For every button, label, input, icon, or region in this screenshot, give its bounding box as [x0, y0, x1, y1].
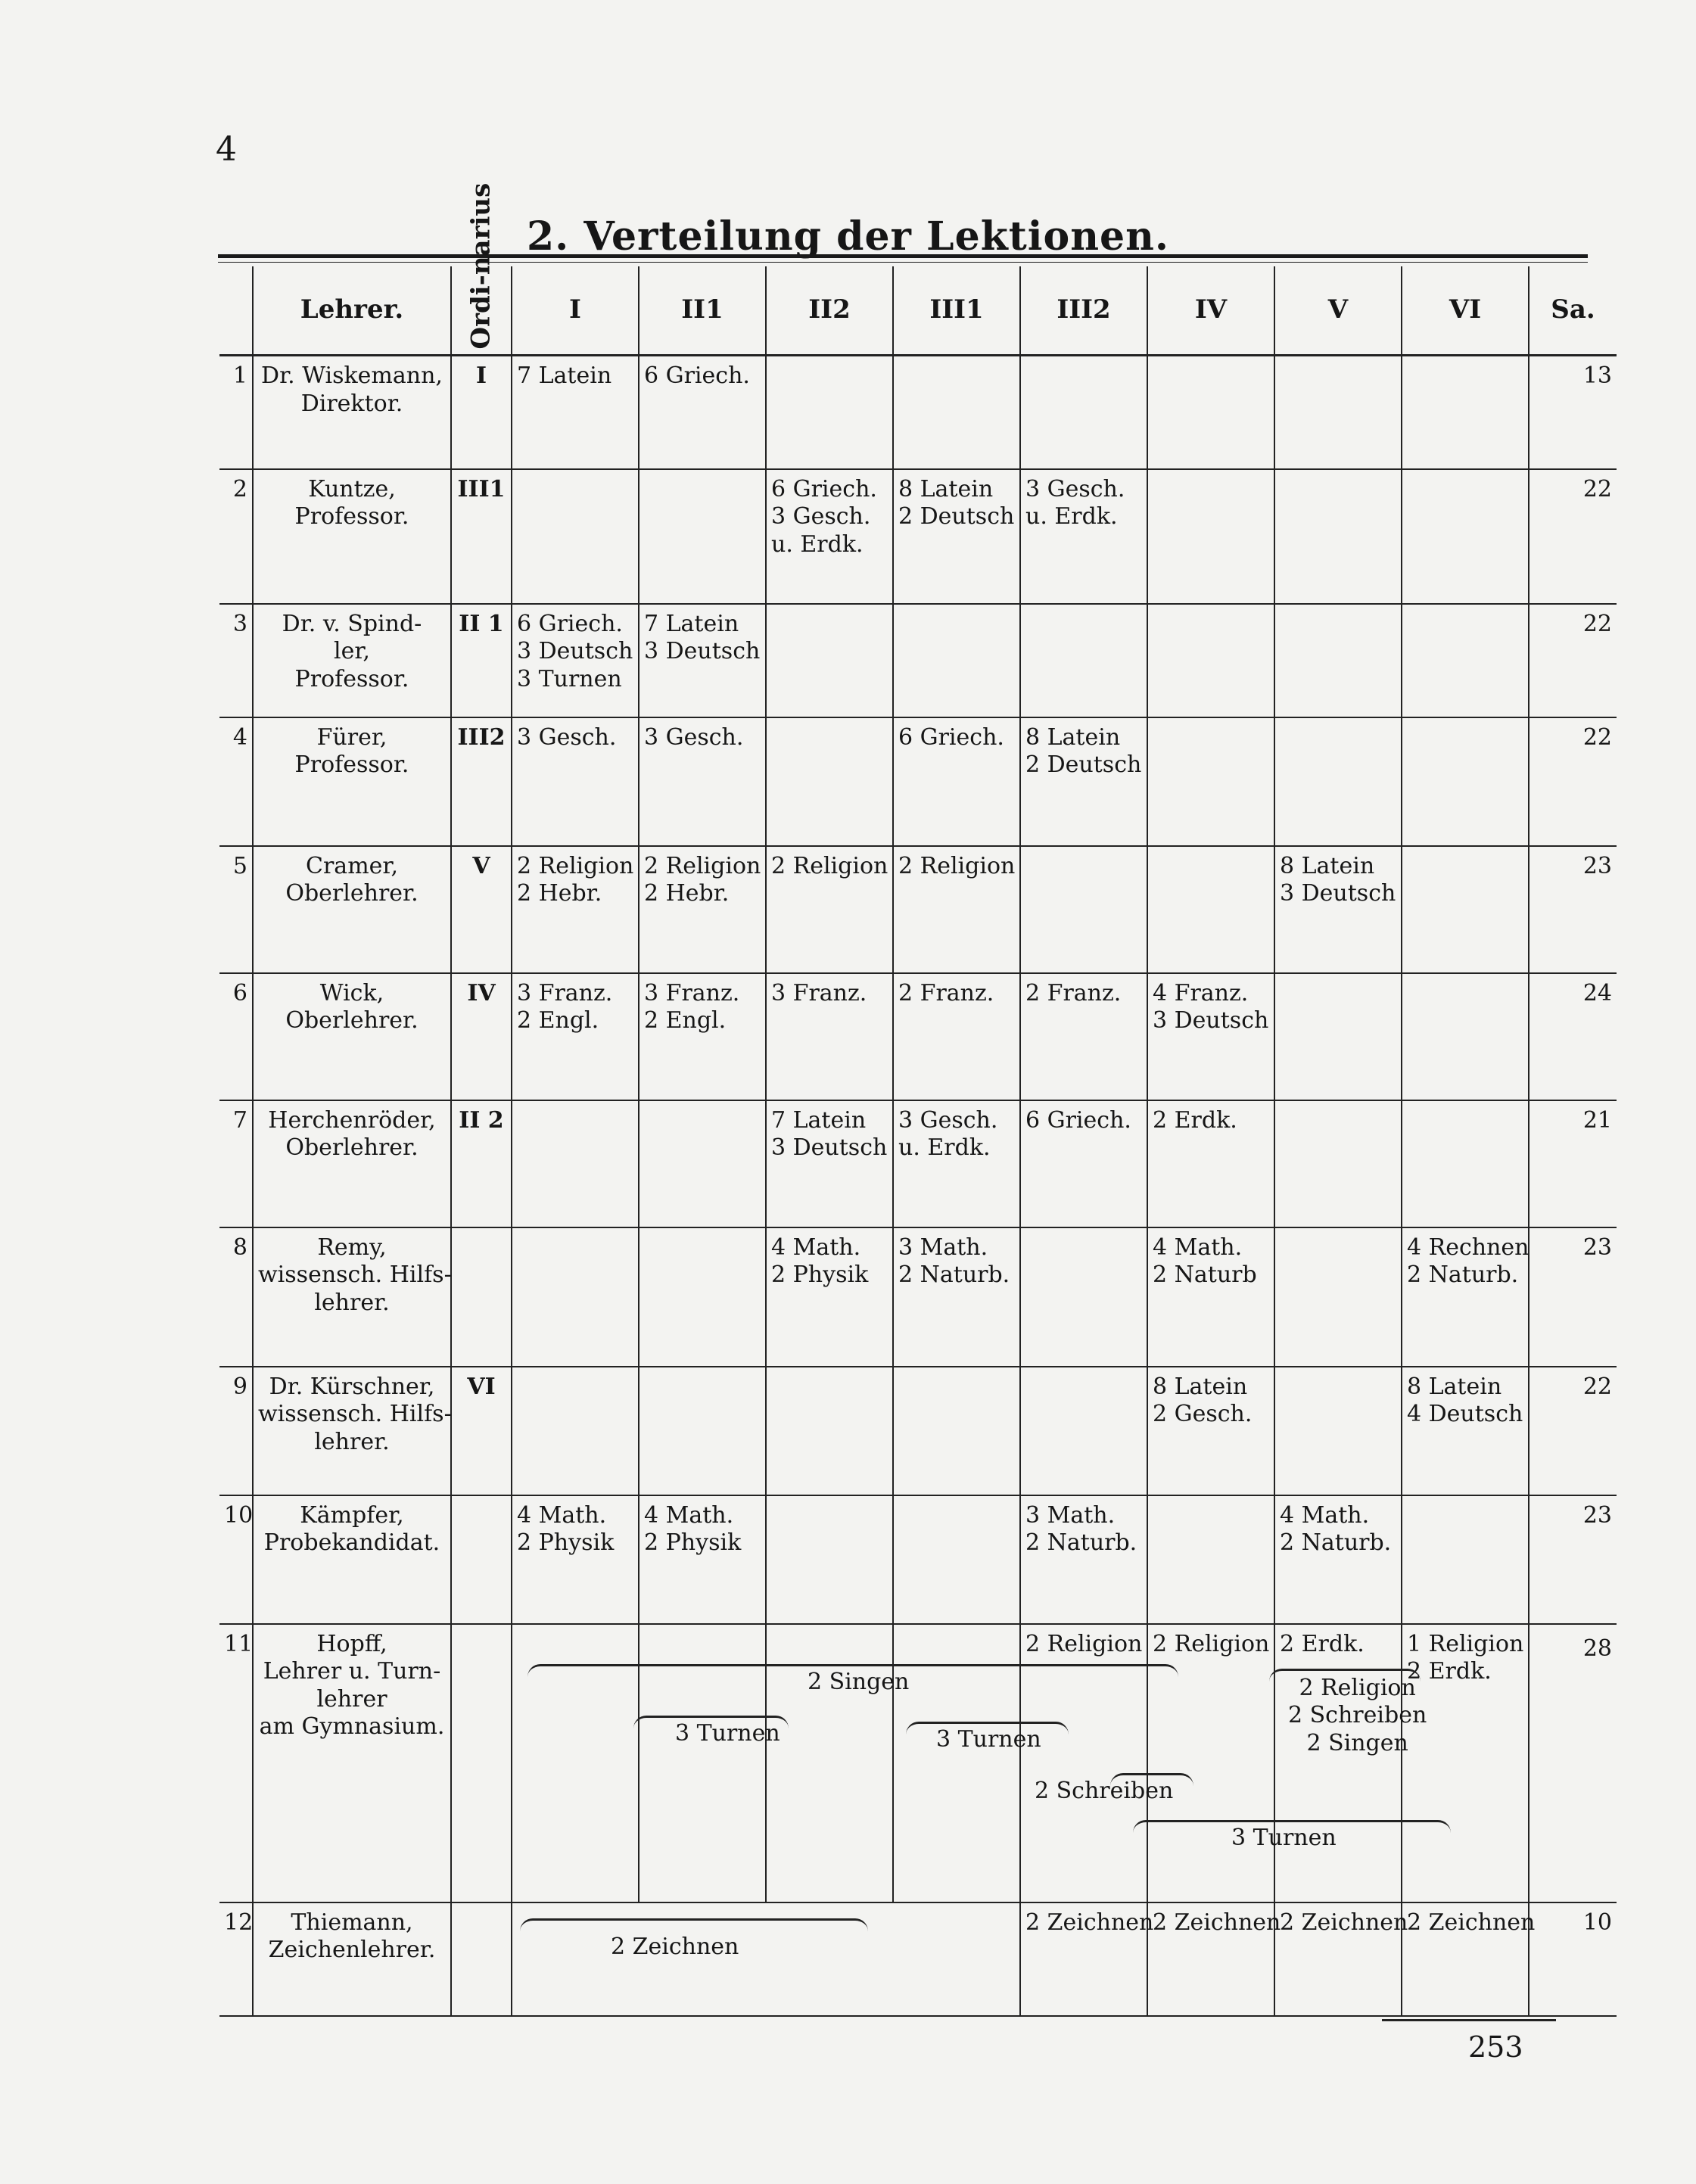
- title-rule: [218, 254, 1588, 258]
- lesson-cell: [639, 1100, 766, 1227]
- page-number: 4: [216, 130, 237, 169]
- lesson-text: 3 Gesch.: [517, 723, 617, 751]
- lesson-cell: [1020, 604, 1147, 717]
- lesson-text: 1 Religion 2 Erdk.: [1407, 1630, 1524, 1685]
- row-sum: 10: [1529, 1902, 1617, 2016]
- row-number: 5: [219, 846, 253, 973]
- lesson-cell: [1402, 1367, 1529, 1495]
- turnen-a-label: 3 Turnen: [675, 1719, 780, 1747]
- span-annotations: [512, 1625, 1530, 1897]
- teacher-name-line: Direktor.: [300, 390, 403, 417]
- lesson-cell: [1020, 1367, 1147, 1495]
- teacher-name: [253, 604, 451, 717]
- lesson-cell: [1274, 356, 1402, 469]
- lesson-text: 2 Religion: [1025, 1630, 1143, 1657]
- lesson-text: 4 Franz. 3 Deutsch: [1153, 979, 1269, 1034]
- lesson-cell: [639, 356, 766, 469]
- teacher-name-line: Remy,: [317, 1234, 387, 1261]
- header-teacher: Lehrer.: [253, 266, 451, 356]
- lesson-text: 4 Math. 2 Naturb.: [1280, 1501, 1392, 1557]
- lesson-cell: [1274, 469, 1402, 604]
- lesson-text: 2 Erdk.: [1153, 1106, 1237, 1134]
- header-ordinarius: Ordi-narius: [451, 266, 512, 356]
- table-row: [219, 717, 1617, 846]
- ordinarius: I: [451, 356, 512, 469]
- turnen-c-label: 3 Turnen: [1231, 1824, 1337, 1851]
- lesson-text: 4 Math. 2 Physik: [771, 1234, 869, 1289]
- teacher-name-line: wissensch. Hilfs-: [258, 1262, 452, 1289]
- lesson-cell: [1020, 1227, 1147, 1367]
- teacher-name-line: Professor.: [294, 751, 409, 779]
- lesson-cell: [1147, 1367, 1274, 1495]
- row-sum: 24: [1529, 973, 1617, 1100]
- row-sum: 22: [1529, 1367, 1617, 1495]
- lesson-cell: [766, 356, 893, 469]
- lesson-cell: [1402, 717, 1529, 846]
- lesson-cell: [893, 604, 1020, 717]
- lesson-text: 2 Franz.: [1025, 979, 1122, 1006]
- lesson-cell: [766, 1367, 893, 1495]
- teacher-name-line: lehrer.: [314, 1289, 390, 1316]
- header-class: III2: [1020, 266, 1147, 356]
- lesson-cell: [512, 1495, 639, 1624]
- lesson-cell: [1020, 973, 1147, 1100]
- lesson-cell: [1147, 1495, 1274, 1624]
- lesson-cell: [893, 356, 1020, 469]
- lesson-text: 4 Rechnen 2 Naturb.: [1407, 1234, 1530, 1289]
- teacher-name-line: Fürer,: [316, 723, 387, 751]
- lesson-cell: [766, 1100, 893, 1227]
- lesson-cell: [766, 1227, 893, 1367]
- row-sum: 22: [1529, 469, 1617, 604]
- lesson-cell: [1147, 604, 1274, 717]
- row-sum: 22: [1529, 717, 1617, 846]
- lesson-text: 2 Religion: [1153, 1630, 1270, 1657]
- lesson-text: 8 Latein 3 Deutsch: [1280, 852, 1396, 907]
- lesson-text: 6 Griech. 3 Deutsch 3 Turnen: [517, 610, 633, 692]
- row-number: 2: [219, 469, 253, 604]
- lesson-text: 2 Religion: [771, 852, 888, 879]
- teacher-name-line: Wick,: [319, 979, 384, 1006]
- teacher-name-line: Zeichenlehrer.: [268, 1937, 436, 1964]
- lesson-text: 7 Latein: [517, 362, 612, 389]
- ordinarius: II 2: [451, 1100, 512, 1227]
- lesson-cell: [1274, 1902, 1408, 2016]
- lesson-cell: [766, 846, 893, 973]
- lesson-cell: [1147, 717, 1274, 846]
- ordinarius: VI: [451, 1367, 512, 1495]
- ordinarius: II 1: [451, 604, 512, 717]
- lesson-cell: [1274, 973, 1402, 1100]
- lesson-cell: [512, 717, 639, 846]
- teacher-name-line: Kämpfer,: [300, 1501, 404, 1529]
- lesson-cell: [1402, 973, 1529, 1100]
- lesson-cell: [1274, 1100, 1402, 1227]
- v-vi-block-line: 2 Singen: [1306, 1729, 1408, 1756]
- lesson-cell: [1402, 469, 1529, 604]
- ordinarius: [451, 1902, 512, 2016]
- ordinarius: [451, 1624, 512, 1902]
- lesson-text: 2 Zeichnen: [1407, 1909, 1536, 1936]
- header-class: II2: [766, 266, 893, 356]
- lesson-text: 3 Franz.: [771, 979, 867, 1006]
- teacher-name-line: Hopff,: [316, 1630, 387, 1657]
- header-class: VI: [1402, 266, 1529, 356]
- row-sum: 23: [1529, 846, 1617, 973]
- lesson-text: 2 Franz.: [898, 979, 994, 1006]
- lesson-cell: [512, 1367, 639, 1495]
- table-row: [219, 1227, 1617, 1367]
- lesson-text: 2 Religion 2 Hebr.: [644, 852, 761, 907]
- lesson-cell: [1274, 846, 1402, 973]
- row-number: 8: [219, 1227, 253, 1367]
- teacher-name-line: wissensch. Hilfs-: [258, 1401, 452, 1428]
- lesson-cell: [1274, 604, 1402, 717]
- lesson-cell: [639, 1495, 766, 1624]
- v-vi-block-line: 2 Schreiben: [1288, 1702, 1427, 1729]
- lesson-cell: [1020, 356, 1147, 469]
- header-class: IV: [1147, 266, 1274, 356]
- teacher-name: [253, 973, 451, 1100]
- lesson-text: 8 Latein 4 Deutsch: [1407, 1373, 1523, 1428]
- row-number: 10: [219, 1495, 253, 1624]
- teacher-name: [253, 1100, 451, 1227]
- teacher-name-line: Professor.: [294, 665, 409, 692]
- table-row: [219, 604, 1617, 717]
- teacher-name: [253, 1624, 451, 1902]
- teacher-name: [253, 717, 451, 846]
- ordinarius: [451, 1495, 512, 1624]
- lesson-text: 2 Erdk.: [1280, 1630, 1365, 1657]
- teacher-name-line: am Gymnasium.: [259, 1713, 445, 1741]
- zeichnen-span-label: 2 Zeichnen: [611, 1933, 739, 1960]
- row-number: 11: [219, 1624, 253, 1902]
- lesson-cell: [1402, 1495, 1529, 1624]
- row-number: 9: [219, 1367, 253, 1495]
- lesson-cell: [1274, 1227, 1402, 1367]
- lesson-cell: [1147, 1902, 1281, 2016]
- page-title: 2. Verteilung der Lektionen.: [526, 213, 1169, 260]
- lesson-cell: [766, 717, 893, 846]
- row-number: 1: [219, 356, 253, 469]
- lesson-cell: [893, 1227, 1020, 1367]
- lesson-cell: [512, 1100, 639, 1227]
- lesson-cell: [1020, 1902, 1154, 2016]
- lesson-text: 2 Zeichnen: [1280, 1909, 1408, 1936]
- lesson-text: 8 Latein 2 Deutsch: [898, 475, 1015, 530]
- lesson-cell: [639, 1367, 766, 1495]
- header-class: I: [512, 266, 639, 356]
- lesson-text: 3 Franz. 2 Engl.: [517, 979, 613, 1034]
- lesson-text: 3 Gesch. u. Erdk.: [898, 1106, 998, 1162]
- v-vi-block: [1288, 1675, 1427, 1758]
- teacher-name-line: ler,: [334, 638, 370, 665]
- v-vi-block-line: 2 Religion: [1299, 1674, 1416, 1701]
- teacher-name-line: Cramer,: [306, 852, 398, 879]
- lesson-text: 6 Griech. 3 Gesch. u. Erdk.: [771, 475, 877, 558]
- table-row: [219, 1100, 1617, 1227]
- table-row: [219, 356, 1617, 469]
- lesson-cell: [766, 1495, 893, 1624]
- lesson-cell: [639, 846, 766, 973]
- lesson-cell: [1020, 469, 1147, 604]
- zeichnen-brace: [520, 1918, 868, 1931]
- lesson-cell: [639, 717, 766, 846]
- teacher-name-line: Lehrer u. Turn-: [263, 1658, 441, 1685]
- table-row: [219, 1902, 1617, 2016]
- teacher-name-line: Dr. Wiskemann,: [261, 362, 443, 389]
- lesson-cell: [1020, 1495, 1147, 1624]
- header-nr: [219, 266, 253, 356]
- lesson-cell: [1274, 1367, 1402, 1495]
- lesson-text: 8 Latein 2 Gesch.: [1153, 1373, 1253, 1428]
- teacher-name-line: lehrer: [316, 1685, 387, 1713]
- teacher-name: [253, 1227, 451, 1367]
- teacher-name-line: Oberlehrer.: [285, 880, 419, 907]
- lesson-cell: [639, 469, 766, 604]
- lesson-cell: [639, 1227, 766, 1367]
- row-number: 3: [219, 604, 253, 717]
- lesson-text: 3 Math. 2 Naturb.: [898, 1234, 1010, 1289]
- lesson-text: 8 Latein 2 Deutsch: [1025, 723, 1142, 779]
- lesson-text: 2 Zeichnen: [1153, 1909, 1281, 1936]
- lesson-cell: [512, 604, 639, 717]
- teacher-name-line: Dr. v. Spind-: [282, 610, 422, 637]
- lesson-cell: [1020, 1100, 1147, 1227]
- row-sum: 13: [1529, 356, 1617, 469]
- row-sum: 28: [1529, 1624, 1617, 1902]
- table-row: [219, 1624, 1617, 1902]
- teacher-name: [253, 356, 451, 469]
- ordinarius: III2: [451, 717, 512, 846]
- row-number: 7: [219, 1100, 253, 1227]
- lesson-cell: [1402, 356, 1529, 469]
- lesson-text: 6 Griech.: [644, 362, 750, 389]
- teacher-name-line: Dr. Kürschner,: [269, 1373, 435, 1400]
- lesson-cell: [766, 469, 893, 604]
- lesson-text: 7 Latein 3 Deutsch: [771, 1106, 888, 1162]
- lesson-cell: [893, 1495, 1020, 1624]
- table-row: [219, 846, 1617, 973]
- lesson-text: 4 Math. 2 Naturb: [1153, 1234, 1257, 1289]
- total-rule: [1382, 2019, 1556, 2021]
- header-class: V: [1274, 266, 1402, 356]
- table-row: [219, 973, 1617, 1100]
- lesson-cell: [1020, 717, 1147, 846]
- lesson-text: 3 Math. 2 Naturb.: [1025, 1501, 1137, 1557]
- row-number: 4: [219, 717, 253, 846]
- teacher-name: [253, 1367, 451, 1495]
- lesson-cell: [1274, 1495, 1402, 1624]
- header-class: II1: [639, 266, 766, 356]
- teacher-name-line: Thiemann,: [291, 1909, 413, 1936]
- lesson-cell: [1147, 469, 1274, 604]
- row-sum: 22: [1529, 604, 1617, 717]
- ordinarius: V: [451, 846, 512, 973]
- lesson-text: 7 Latein 3 Deutsch: [644, 610, 761, 665]
- lesson-cell: [512, 469, 639, 604]
- lesson-cell: [1147, 1100, 1274, 1227]
- lesson-text: 4 Math. 2 Physik: [644, 1501, 742, 1557]
- teacher-name-line: Oberlehrer.: [285, 1134, 419, 1162]
- lesson-cell: [639, 973, 766, 1100]
- turnen-b-label: 3 Turnen: [936, 1725, 1041, 1753]
- lesson-cell: [893, 846, 1020, 973]
- lesson-cell: [766, 604, 893, 717]
- table-row: [219, 1367, 1617, 1495]
- teacher-name-line: Oberlehrer.: [285, 1007, 419, 1034]
- row-sum: 23: [1529, 1495, 1617, 1624]
- lesson-cell: [1402, 1100, 1529, 1227]
- row-number: 12: [219, 1902, 253, 2016]
- teacher-name: [253, 469, 451, 604]
- lesson-cell: [1274, 717, 1402, 846]
- teacher-name-line: lehrer.: [314, 1428, 390, 1455]
- ordinarius: [451, 1227, 512, 1367]
- lesson-cell: [893, 469, 1020, 604]
- teacher-name-line: Kuntze,: [308, 475, 396, 502]
- table-row: [219, 469, 1617, 604]
- zeichnen-span-cell: [512, 1902, 1020, 2016]
- lesson-cell: [512, 973, 639, 1100]
- lesson-cell: [1147, 356, 1274, 469]
- lesson-cell: [893, 1100, 1020, 1227]
- header-row: [219, 266, 1617, 356]
- lesson-text: 4 Math. 2 Physik: [517, 1501, 615, 1557]
- lesson-cell: [1147, 1227, 1274, 1367]
- teacher-name: [253, 1902, 451, 2016]
- singen-label: 2 Singen: [808, 1668, 910, 1695]
- lesson-cell: [766, 973, 893, 1100]
- header-sum: Sa.: [1529, 266, 1617, 356]
- row-sum: 23: [1529, 1227, 1617, 1367]
- lesson-cell: [893, 1367, 1020, 1495]
- lesson-cell: [639, 604, 766, 717]
- lesson-cell: [512, 1227, 639, 1367]
- teacher-name-line: Professor.: [294, 503, 409, 530]
- row-sum: 21: [1529, 1100, 1617, 1227]
- lesson-cell: [1402, 1902, 1536, 2016]
- ordinarius: III1: [451, 469, 512, 604]
- table-row: [219, 1495, 1617, 1624]
- teacher-name: [253, 846, 451, 973]
- teacher-name: [253, 1495, 451, 1624]
- lesson-cell: [512, 846, 639, 973]
- lesson-cell: [1402, 1227, 1529, 1367]
- lesson-text: 3 Gesch.: [644, 723, 744, 751]
- header-class: III1: [893, 266, 1020, 356]
- lesson-text: 6 Griech.: [1025, 1106, 1131, 1134]
- lesson-cell: [512, 356, 639, 469]
- lesson-cell: [1402, 604, 1529, 717]
- lesson-cell: [1402, 846, 1529, 973]
- row-number: 6: [219, 973, 253, 1100]
- lesson-text: 3 Franz. 2 Engl.: [644, 979, 740, 1034]
- grand-total: 253: [1468, 2030, 1523, 2064]
- teacher-name-line: Herchenröder,: [268, 1106, 436, 1134]
- lesson-text: 2 Religion 2 Hebr.: [517, 852, 634, 907]
- lesson-cell: [1020, 846, 1147, 973]
- lesson-text: 6 Griech.: [898, 723, 1004, 751]
- lesson-cell: [893, 717, 1020, 846]
- lesson-cell: [1147, 973, 1274, 1100]
- teacher-name-line: Probekandidat.: [263, 1529, 440, 1557]
- lesson-cell: [893, 973, 1020, 1100]
- ordinarius: IV: [451, 973, 512, 1100]
- lesson-text: 2 Religion: [898, 852, 1016, 879]
- title-rule-thin: [218, 262, 1588, 263]
- schreiben-label: 2 Schreiben: [1035, 1777, 1174, 1804]
- lesson-cell: [1147, 846, 1274, 973]
- lesson-text: 3 Gesch. u. Erdk.: [1025, 475, 1125, 530]
- lesson-text: 2 Zeichnen: [1025, 1909, 1154, 1936]
